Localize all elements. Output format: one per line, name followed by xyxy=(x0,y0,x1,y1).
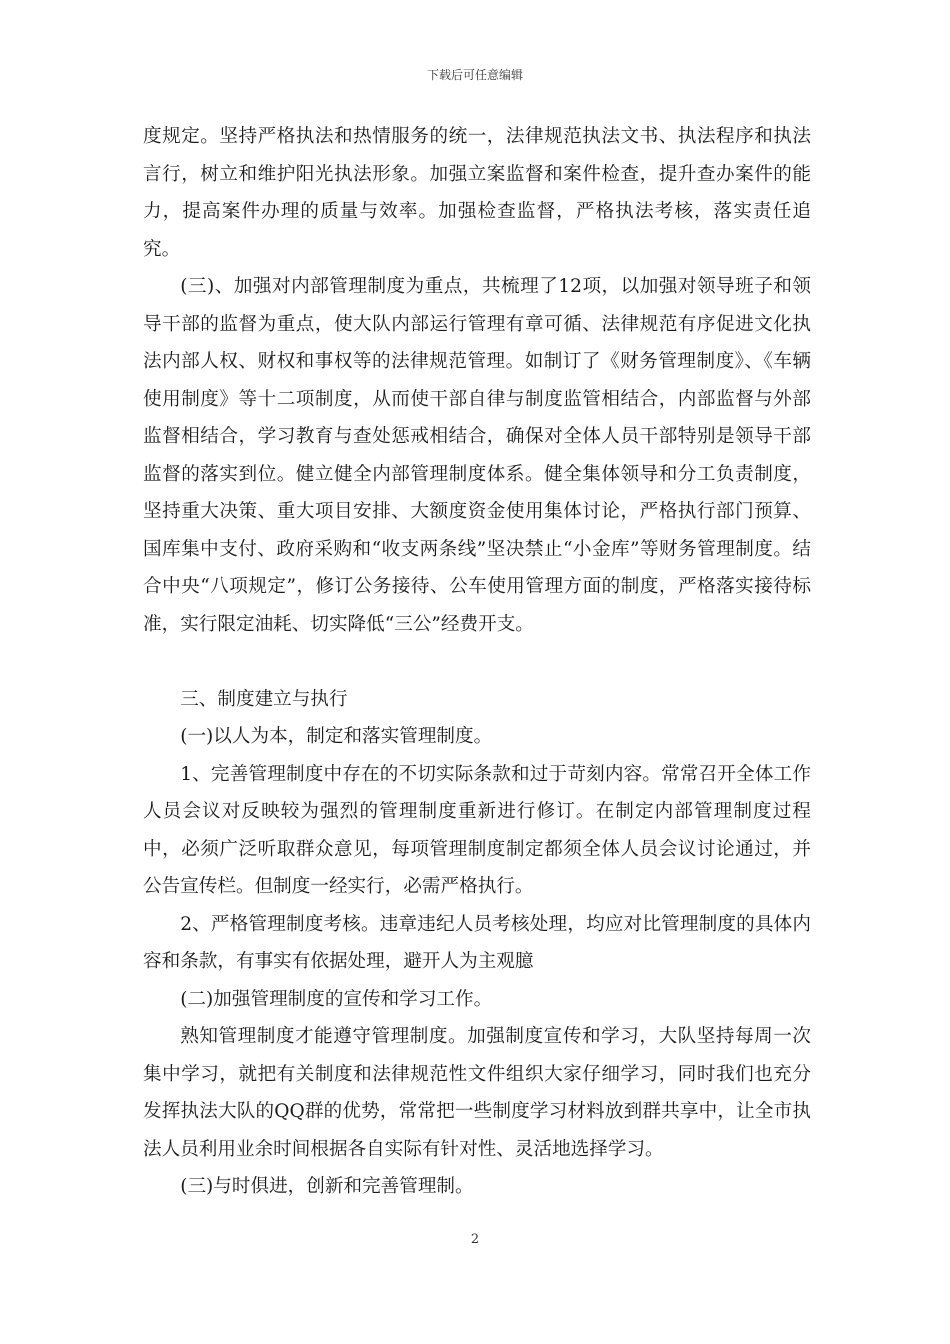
section-heading: 三、制度建立与执行 xyxy=(180,688,348,710)
paragraph-continuation: 度规定。坚持严格执法和热情服务的统一，法律规范执法文书、执法程序和执法言行，树立和维护阳光执法形象。加强立案监督和案件检查，提升查办案件的能力，提高案件办理的质量与效率。加强检查监督，严格执法考核，落实责任追究。 xyxy=(143,126,811,260)
subsection-heading-1: (一)以人为本，制定和落实管理制度。 xyxy=(180,726,493,747)
paragraph-item-2: 2、严格管理制度考核。违章违纪人员考核处理，均应对比管理制度的具体内容和条款，有事实有依据处理，避开人为主观臆 xyxy=(143,913,811,972)
subsection-heading-3: (三)与时俱进，创新和完善管理制。 xyxy=(180,1176,474,1197)
paragraph-study: 熟知管理制度才能遵守管理制度。加强制度宣传和学习，大队坚持每周一次集中学习，就把有关制度和法律规范性文件组织大家仔细学习，同时我们也充分发挥执法大队的QQ群的优势，常常把一些制度学习材料放到群共享中，让全市执法人员利用业余时间根据各自实际有针对性、灵活地选择学习。 xyxy=(143,1026,811,1160)
document-body xyxy=(143,118,811,1206)
subsection-heading-2: (二)加强管理制度的宣传和学习工作。 xyxy=(180,988,493,1010)
page-number: 2 xyxy=(470,1232,480,1247)
paragraph-internal-management: (三)、加强对内部管理制度为重点，共梳理了12项，以加强对领导班子和领导干部的监督为重点，使大队内部运行管理有章可循、法律规范有序促进文化执法内部人权、财权和事权等的法律规范管理。如制订了《财务管理制度》、《车辆使用制度》等十二项制度，从而使干部自律与制度监管相结合，内部监督与外部监督相结合，学习教育与查处惩戒相结合，确保对全体人员干部特别是领导干部监督的落实到位。健立健全内部管理制度体系。健全集体领导和分工负责制度，坚持重大决策、重大项目安排、大额度资金使用集体讨论，严格执行部门预算、国库集中支付、政府采购和“收支两条线”坚决禁止“小金库”等财务管理制度。结合中央“八项规定”，修订公务接待、公车使用管理方面的制度，严格落实接待标准，实行限定油耗、切实降低“三公”经费开支。 xyxy=(143,276,811,635)
page-header: 下载后可任意编辑 xyxy=(426,68,523,82)
paragraph-item-1: 1、完善管理制度中存在的不切实际条款和过于苛刻内容。常常召开全体工作人员会议对反映较为强烈的管理制度重新进行修订。在制定内部管理制度过程中，必须广泛听取群众意见，每项管理制度制定都须全体人员会议讨论通过，并公告宣传栏。但制度一经实行，必需严格执行。 xyxy=(143,763,811,897)
